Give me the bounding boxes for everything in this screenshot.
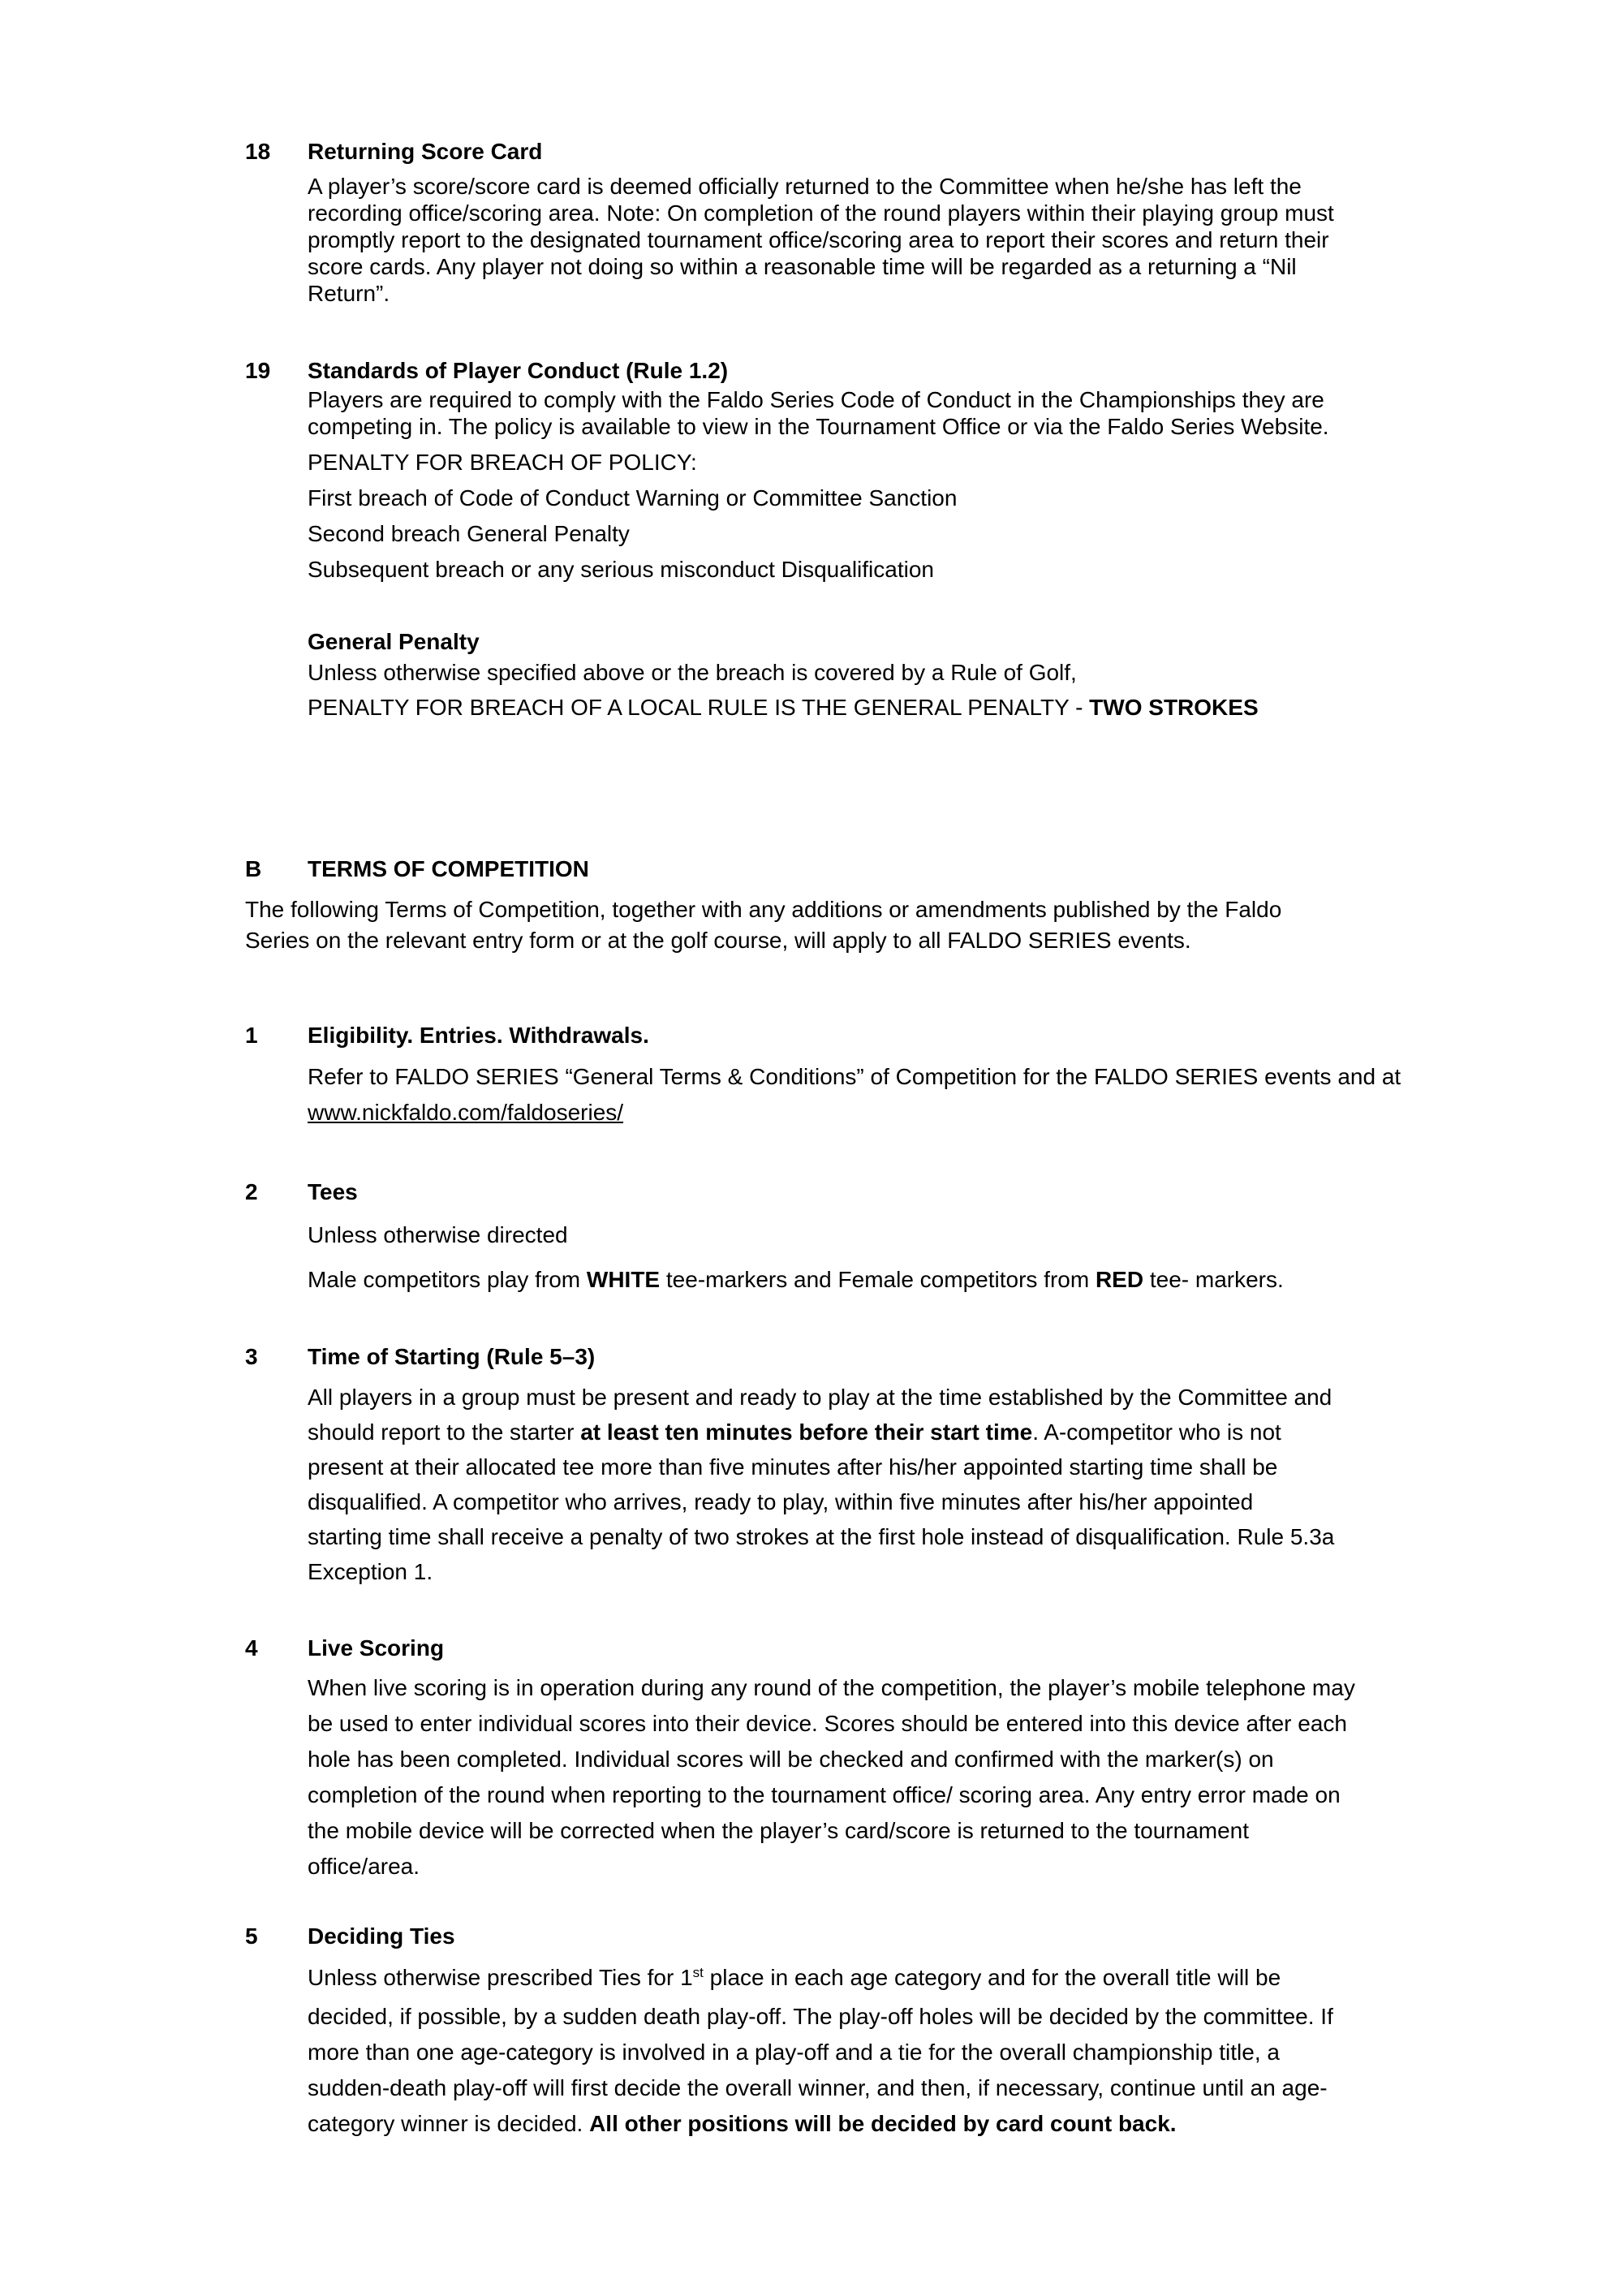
- text-line: [308, 1960, 1574, 1999]
- text-line: [308, 413, 1574, 440]
- paragraph: [308, 1380, 1574, 1589]
- bold-text-run: at least ten minutes before their start time: [580, 1419, 1033, 1445]
- text-run: competing in. The policy is available to view in the Tournament Office or via the Faldo Series Website.: [308, 414, 1329, 439]
- bold-text-run: RED: [1095, 1267, 1144, 1292]
- text-run: Subsequent breach or any serious misconduct Disqualification: [308, 557, 934, 582]
- section-body: [308, 386, 1574, 583]
- text-line: [308, 520, 1574, 547]
- paragraph: [308, 386, 1574, 440]
- superscript-run: st: [692, 1965, 704, 1980]
- text-run: the mobile device will be corrected when the player’s card/score is returned to the tournament: [308, 1818, 1250, 1843]
- text-run: tee-markers and Female competitors from: [660, 1267, 1096, 1292]
- section-number: 18: [245, 139, 271, 164]
- text-line: [308, 1484, 1574, 1519]
- text-run: . A-competitor who is not: [1032, 1419, 1281, 1445]
- section-title: Live Scoring: [308, 1635, 445, 1661]
- section-t4: [245, 1633, 1574, 1885]
- section-t2: [245, 1177, 1574, 1298]
- text-line: [308, 1262, 1574, 1298]
- section-number: 5: [245, 1923, 258, 1949]
- section-t3: [245, 1342, 1574, 1589]
- text-line: [308, 1554, 1574, 1589]
- text-line: [308, 694, 1574, 721]
- paragraph: [308, 1960, 1574, 2142]
- text-run: Exception 1.: [308, 1559, 433, 1584]
- text-run: Return”.: [308, 281, 390, 306]
- text-line: [308, 1095, 1574, 1131]
- section-body: [308, 173, 1574, 307]
- text-run: The following Terms of Competition, together with any additions or amendments published by the Faldo: [245, 897, 1282, 922]
- text-line: [308, 1450, 1574, 1484]
- text-line: [308, 1670, 1574, 1706]
- text-line: [308, 2106, 1574, 2142]
- section-title: Deciding Ties: [308, 1923, 455, 1949]
- paragraph: [308, 520, 1574, 547]
- section-body: [308, 1670, 1574, 1885]
- text-run: Male competitors play from: [308, 1267, 587, 1292]
- text-line: [308, 1415, 1574, 1450]
- section-t5: [245, 1921, 1574, 2142]
- text-run: Second breach General Penalty: [308, 521, 630, 546]
- text-line: [308, 226, 1574, 253]
- text-line: [308, 1777, 1574, 1813]
- text-run: office/area.: [308, 1854, 420, 1879]
- section-gp: [245, 627, 1574, 721]
- text-line: [308, 1849, 1574, 1885]
- text-run: Refer to FALDO SERIES “General Terms & Conditions” of Competition for the FALDO SERIES events and at: [308, 1064, 1401, 1089]
- section-number: [245, 627, 308, 657]
- section-heading: [245, 355, 1574, 386]
- section-heading: [245, 1921, 1574, 1952]
- text-run: Players are required to comply with the Faldo Series Code of Conduct in the Championships they are: [308, 387, 1324, 412]
- paragraph: [308, 449, 1574, 476]
- paragraph: [308, 1217, 1574, 1253]
- text-line: [308, 556, 1574, 583]
- text-run: When live scoring is in operation during any round of the competition, the player’s mobile telephone may: [308, 1675, 1355, 1700]
- text-run: category winner is decided.: [308, 2111, 590, 2136]
- text-line: [245, 894, 1574, 925]
- paragraph: [308, 659, 1574, 686]
- text-run: All players in a group must be present and ready to play at the time established by the Committee and: [308, 1385, 1332, 1410]
- paragraph: [245, 894, 1574, 956]
- text-run: score cards. Any player not doing so within a reasonable time will be regarded as a returning a “Nil: [308, 254, 1297, 279]
- text-line: [308, 1059, 1574, 1095]
- text-run: sudden-death play-off will first decide the overall winner, and then, if necessary, continue until an age-: [308, 2075, 1328, 2100]
- text-run: decided, if possible, by a sudden death play-off. The play-off holes will be decided by the committee. If: [308, 2004, 1333, 2029]
- section-number: 2: [245, 1179, 258, 1204]
- text-line: [308, 253, 1574, 280]
- text-line: [308, 1706, 1574, 1742]
- text-run: First breach of Code of Conduct Warning or Committee Sanction: [308, 485, 958, 510]
- bold-text-run: WHITE: [586, 1267, 661, 1292]
- section-body: [308, 1217, 1574, 1298]
- section-number: 3: [245, 1344, 258, 1369]
- hyperlink[interactable]: www.nickfaldo.com/faldoseries/: [308, 1100, 624, 1125]
- text-line: [308, 1519, 1574, 1554]
- paragraph: [308, 694, 1574, 721]
- text-run: A player’s score/score card is deemed officially returned to the Committee when he/she has left the: [308, 174, 1302, 199]
- section-heading: [245, 1342, 1574, 1372]
- text-line: [308, 1742, 1574, 1777]
- section-body: [308, 1380, 1574, 1589]
- section-body: [245, 894, 1574, 956]
- section-title: General Penalty: [308, 629, 480, 654]
- text-run: should report to the starter: [308, 1419, 581, 1445]
- section-number: 4: [245, 1635, 258, 1661]
- section-title: TERMS OF COMPETITION: [308, 856, 589, 881]
- section-heading: [245, 627, 1574, 657]
- section-body: [308, 1059, 1574, 1131]
- text-run: tee- markers.: [1143, 1267, 1284, 1292]
- text-line: [308, 659, 1574, 686]
- text-line: [308, 1217, 1574, 1253]
- text-line: [308, 485, 1574, 511]
- section-s19: [245, 355, 1574, 583]
- text-run: starting time shall receive a penalty of two strokes at the first hole instead of disqualification. Rule 5.3a: [308, 1524, 1335, 1549]
- text-line: [308, 280, 1574, 307]
- paragraph: [308, 485, 1574, 511]
- section-number: 19: [245, 358, 271, 383]
- section-title: Standards of Player Conduct (Rule 1.2): [308, 358, 729, 383]
- text-line: [308, 2070, 1574, 2106]
- text-run: present at their allocated tee more than five minutes after his/her appointed starting time shall be: [308, 1454, 1278, 1480]
- text-run: promptly report to the designated tournament office/scoring area to report their scores and return their: [308, 227, 1329, 252]
- section-number: 1: [245, 1023, 258, 1048]
- text-line: [245, 925, 1574, 956]
- section-heading: [245, 1633, 1574, 1664]
- bold-text-run: TWO STROKES: [1089, 695, 1259, 720]
- paragraph: [308, 1262, 1574, 1298]
- section-t1: [245, 1020, 1574, 1131]
- text-run: Unless otherwise specified above or the breach is covered by a Rule of Golf,: [308, 660, 1077, 685]
- section-heading: [245, 136, 1574, 167]
- text-line: [308, 449, 1574, 476]
- section-s18: [245, 136, 1574, 307]
- text-line: [308, 1380, 1574, 1415]
- text-line: [308, 386, 1574, 413]
- text-run: Series on the relevant entry form or at the golf course, will apply to all FALDO SERIES events.: [245, 928, 1191, 953]
- text-run: Unless otherwise prescribed Ties for 1: [308, 1965, 693, 1990]
- section-title: Tees: [308, 1179, 358, 1204]
- text-run: hole has been completed. Individual scores will be checked and confirmed with the marker(s) on: [308, 1747, 1274, 1772]
- paragraph: [308, 1670, 1574, 1885]
- text-line: [308, 1999, 1574, 2035]
- text-run: Unless otherwise directed: [308, 1222, 568, 1247]
- text-run: completion of the round when reporting to the tournament office/ scoring area. Any entry error made on: [308, 1782, 1341, 1807]
- bold-text-run: All other positions will be decided by card count back.: [589, 2111, 1177, 2136]
- paragraph: [308, 173, 1574, 307]
- text-line: [308, 173, 1574, 200]
- section-heading: [245, 854, 1574, 885]
- paragraph: [308, 556, 1574, 583]
- section-heading: [245, 1177, 1574, 1208]
- text-line: [308, 200, 1574, 226]
- text-run: be used to enter individual scores into their device. Scores should be entered into this device after each: [308, 1711, 1347, 1736]
- text-run: place in each age category and for the overall title will be: [703, 1965, 1281, 1990]
- text-line: [308, 1813, 1574, 1849]
- text-run: more than one age-category is involved in a play-off and a tie for the overall championship title, a: [308, 2040, 1280, 2065]
- text-run: PENALTY FOR BREACH OF A LOCAL RULE IS THE GENERAL PENALTY -: [308, 695, 1090, 720]
- text-run: disqualified. A competitor who arrives, ready to play, within five minutes after his/her appointed: [308, 1489, 1254, 1514]
- section-number: B: [245, 856, 262, 881]
- section-heading: [245, 1020, 1574, 1051]
- section-title: Eligibility. Entries. Withdrawals.: [308, 1023, 649, 1048]
- section-title: Time of Starting (Rule 5–3): [308, 1344, 596, 1369]
- section-body: [308, 659, 1574, 721]
- section-title: Returning Score Card: [308, 139, 543, 164]
- section-body: [308, 1960, 1574, 2142]
- text-line: [308, 2035, 1574, 2070]
- paragraph: [308, 1059, 1574, 1131]
- text-run: recording office/scoring area. Note: On completion of the round players within their playing group must: [308, 200, 1334, 226]
- section-b: [245, 854, 1574, 956]
- text-run: PENALTY FOR BREACH OF POLICY:: [308, 450, 697, 475]
